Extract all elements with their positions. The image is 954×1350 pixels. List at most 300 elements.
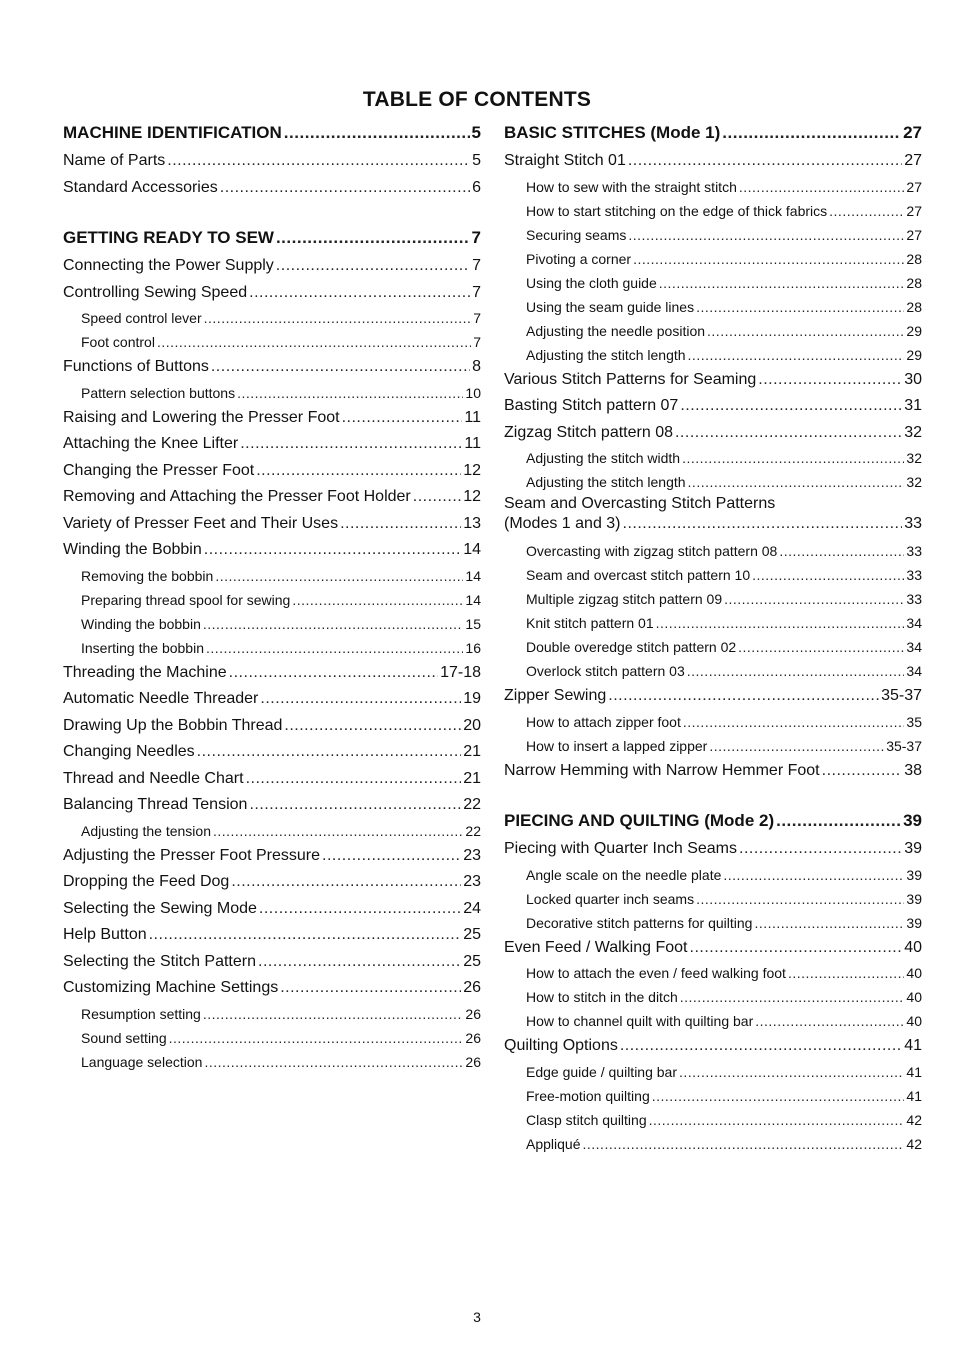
toc-subentry[interactable] <box>63 1002 481 1026</box>
toc-entry-title: Selecting the Stitch Pattern <box>63 952 256 970</box>
toc-subentry[interactable] <box>63 330 481 354</box>
leader-dots <box>169 1026 464 1050</box>
toc-subentry[interactable] <box>504 539 922 563</box>
toc-subentry[interactable] <box>504 343 922 367</box>
toc-entry-page: 25 <box>463 952 481 970</box>
toc-subentry[interactable] <box>504 1108 922 1132</box>
leader-dots <box>754 911 904 935</box>
toc-entry[interactable] <box>504 148 922 175</box>
toc-section-heading[interactable] <box>504 806 922 836</box>
toc-entry-title: Drawing Up the Bobbin Thread <box>63 716 283 734</box>
toc-subentry[interactable] <box>504 295 922 319</box>
leader-dots <box>229 660 438 687</box>
toc-subentry[interactable] <box>504 271 922 295</box>
toc-entry-title: Threading the Machine <box>63 663 227 681</box>
toc-entry-title: How to stitch in the ditch <box>526 989 678 1005</box>
toc-entry-page: 20 <box>463 716 481 734</box>
toc-entry-title: BASIC STITCHES (Mode 1) <box>504 123 721 142</box>
leader-dots <box>682 446 904 470</box>
toc-entry-title: Winding the bobbin <box>81 615 201 632</box>
toc-entry-page: 40 <box>906 1013 922 1029</box>
toc-entry-title: Selecting the Sewing Mode <box>63 899 257 917</box>
toc-entry-title: How to insert a lapped zipper <box>526 737 708 754</box>
toc-entry[interactable] <box>63 511 481 538</box>
toc-entry[interactable] <box>63 431 481 458</box>
leader-dots <box>608 683 879 710</box>
toc-entry-page: 22 <box>463 796 481 813</box>
section-gap <box>63 201 481 223</box>
leader-dots <box>696 887 904 911</box>
toc-subentry[interactable] <box>504 985 922 1009</box>
leader-dots <box>788 961 904 985</box>
leader-dots <box>628 148 902 175</box>
toc-entry[interactable] <box>63 739 481 766</box>
toc-entry-page: 29 <box>906 322 922 339</box>
toc-subentry[interactable] <box>504 1060 922 1084</box>
toc-entry-page: 33 <box>904 515 922 532</box>
toc-entry-page: 13 <box>463 514 481 532</box>
toc-entry-page: 27 <box>906 202 922 219</box>
toc-subentry[interactable] <box>504 961 922 985</box>
leader-dots <box>758 367 902 394</box>
toc-entry-page: 7 <box>472 283 481 301</box>
leader-dots <box>620 1033 902 1060</box>
toc-entry-title: How to attach the even / feed walking foot <box>526 965 786 981</box>
toc-entry-page: 21 <box>463 769 481 787</box>
toc-entry-title: How to attach zipper foot <box>526 713 681 730</box>
leader-dots <box>724 587 904 611</box>
toc-entry-title: Removing the bobbin <box>81 567 214 584</box>
leader-dots <box>649 1108 905 1132</box>
leader-dots <box>149 922 462 949</box>
toc-entry-title: Preparing thread spool for sewing <box>81 591 291 608</box>
toc-subentry[interactable] <box>63 1050 481 1074</box>
leader-dots <box>680 985 905 1009</box>
toc-entry[interactable] <box>63 458 481 485</box>
toc-entry-title: Knit stitch pattern 01 <box>526 615 654 631</box>
toc-entry-title: (Modes 1 and 3) <box>504 515 621 532</box>
toc-entry-title: Adjusting the tension <box>81 822 211 839</box>
leader-dots <box>675 420 902 447</box>
toc-entry-page: 28 <box>906 298 922 315</box>
toc-subentry[interactable] <box>504 1084 922 1108</box>
toc-entry-title: Balancing Thread Tension <box>63 796 248 813</box>
toc-entry-title: Standard Accessories <box>63 178 218 196</box>
toc-entry-title: Adjusting the Presser Foot Pressure <box>63 846 321 864</box>
toc-subentry[interactable] <box>63 381 481 405</box>
toc-entry-title: Using the cloth guide <box>526 274 657 291</box>
toc-entry[interactable] <box>63 354 481 381</box>
toc-entry-page: 23 <box>463 873 481 890</box>
toc-entry-title: Double overedge stitch pattern 02 <box>526 639 737 655</box>
leader-dots <box>707 319 904 343</box>
leader-dots <box>680 393 902 420</box>
leader-dots <box>683 710 905 734</box>
toc-entry-page: 14 <box>465 567 481 584</box>
leader-dots <box>755 1009 904 1033</box>
toc-entry-title: Narrow Hemming with Narrow Hemmer Foot <box>504 761 820 779</box>
toc-subentry[interactable] <box>63 819 481 843</box>
toc-entry-page: 39 <box>906 866 922 883</box>
toc-entry-page: 35 <box>906 713 922 730</box>
section-gap <box>504 784 922 806</box>
leader-dots <box>690 935 903 962</box>
toc-entry-title: Connecting the Power Supply <box>63 257 274 274</box>
toc-entry[interactable] <box>63 869 481 896</box>
toc-entry[interactable] <box>63 922 481 949</box>
toc-subentry[interactable] <box>63 612 481 636</box>
leader-dots <box>633 247 904 271</box>
toc-left-column <box>63 118 481 1074</box>
leader-dots <box>259 896 461 923</box>
toc-entry-title: Pivoting a corner <box>526 250 632 267</box>
toc-entry-title: Appliqué <box>526 1135 581 1152</box>
toc-entry-title: Edge guide / quilting bar <box>526 1063 677 1080</box>
toc-entry[interactable] <box>504 367 922 394</box>
toc-entry-page: 21 <box>463 743 481 760</box>
toc-entry-page: 7 <box>473 334 481 350</box>
toc-entry-page: 42 <box>906 1111 922 1128</box>
toc-entry-page: 11 <box>464 408 481 426</box>
toc-entry-page: 7 <box>471 228 481 247</box>
toc-section-heading[interactable] <box>63 118 481 148</box>
leader-dots <box>696 295 904 319</box>
toc-entry-page: 26 <box>465 1005 481 1022</box>
toc-subentry[interactable] <box>63 564 481 588</box>
toc-subentry[interactable] <box>504 863 922 887</box>
toc-entry[interactable] <box>504 836 922 863</box>
leader-dots <box>340 511 461 538</box>
toc-entry-page: 31 <box>904 397 922 414</box>
toc-entry-title: Zigzag Stitch pattern 08 <box>504 423 673 441</box>
toc-entry-page: 23 <box>463 846 481 864</box>
toc-entry-page: 26 <box>465 1029 481 1046</box>
toc-entry-page: 39 <box>903 811 922 830</box>
leader-dots <box>260 686 461 713</box>
toc-entry-page: 33 <box>906 543 922 559</box>
toc-entry-page: 40 <box>906 965 922 981</box>
toc-entry-title: Language selection <box>81 1053 203 1070</box>
leader-dots <box>231 869 461 896</box>
toc-entry-page: 5 <box>472 152 481 169</box>
toc-entry-page: 32 <box>906 450 922 466</box>
toc-entry-title: Controlling Sewing Speed <box>63 283 248 301</box>
leader-dots <box>656 611 905 635</box>
leader-dots <box>583 1132 905 1156</box>
toc-subentry[interactable] <box>504 659 922 683</box>
leader-dots <box>204 306 472 330</box>
toc-entry-title: Seam and overcast stitch pattern 10 <box>526 567 751 583</box>
toc-entry-page: 22 <box>465 822 481 839</box>
toc-entry-title: Changing the Presser Foot <box>63 461 255 479</box>
toc-entry-title: GETTING READY TO SEW <box>63 228 274 247</box>
toc-entry-title: Automatic Needle Threader <box>63 690 259 707</box>
leader-dots <box>167 148 470 175</box>
toc-entry-page: 15 <box>465 615 481 632</box>
toc-subentry[interactable] <box>504 1009 922 1033</box>
toc-entry-title: Help Button <box>63 926 147 943</box>
toc-entry-title: Decorative stitch patterns for quilting <box>526 914 753 931</box>
toc-entry[interactable] <box>504 494 922 539</box>
toc-entry[interactable] <box>63 660 481 687</box>
toc-entry-title: Various Stitch Patterns for Seaming <box>504 370 757 388</box>
toc-entry-page: 42 <box>906 1135 922 1152</box>
leader-dots <box>203 1002 464 1026</box>
toc-entry[interactable] <box>63 896 481 923</box>
toc-entry-page: 8 <box>472 358 481 375</box>
leader-dots <box>206 636 463 660</box>
toc-subentry[interactable] <box>504 710 922 734</box>
toc-entry-page: 41 <box>906 1063 922 1080</box>
toc-entry-title: PIECING AND QUILTING (Mode 2) <box>504 811 775 830</box>
toc-entry[interactable] <box>63 766 481 793</box>
leader-dots <box>258 949 461 976</box>
leader-dots <box>284 713 461 740</box>
toc-entry[interactable] <box>63 175 481 202</box>
toc-subentry[interactable] <box>504 223 922 247</box>
leader-dots <box>739 175 905 199</box>
toc-entry-title: Locked quarter inch seams <box>526 890 695 907</box>
toc-entry-page: 27 <box>903 123 922 142</box>
toc-entry-title: Quilting Options <box>504 1037 618 1054</box>
leader-dots <box>659 271 905 295</box>
toc-subentry[interactable] <box>63 636 481 660</box>
toc-entry-title: Adjusting the stitch length <box>526 474 686 490</box>
leader-dots <box>240 431 462 458</box>
toc-subentry[interactable] <box>504 611 922 635</box>
toc-entry-page: 34 <box>906 663 922 679</box>
toc-entry-page: 14 <box>465 591 481 608</box>
leader-dots <box>779 539 904 563</box>
toc-subentry[interactable] <box>504 175 922 199</box>
leader-dots <box>215 564 463 588</box>
toc-entry-title-line1: Seam and Overcasting Stitch Patterns <box>504 495 776 512</box>
toc-entry-title: Overcasting with zigzag stitch pattern 08 <box>526 543 778 559</box>
leader-dots <box>284 118 470 148</box>
toc-entry-title: How to start stitching on the edge of thick fabrics <box>526 202 828 219</box>
toc-entry-title: Speed control lever <box>81 310 202 326</box>
leader-dots <box>413 484 461 511</box>
toc-subentry[interactable] <box>504 887 922 911</box>
toc-entry-title: Pattern selection buttons <box>81 384 236 401</box>
toc-subentry[interactable] <box>63 1026 481 1050</box>
toc-entry-page: 35-37 <box>886 737 922 754</box>
toc-entry[interactable] <box>504 420 922 447</box>
toc-entry-title: Using the seam guide lines <box>526 298 695 315</box>
toc-subentry[interactable] <box>63 306 481 330</box>
toc-entry-title: Adjusting the stitch length <box>526 346 686 363</box>
toc-subentry[interactable] <box>504 587 922 611</box>
toc-entry-title: Resumption setting <box>81 1005 201 1022</box>
toc-entry-title: Attaching the Knee Lifter <box>63 435 239 452</box>
toc-entry-page: 40 <box>906 989 922 1005</box>
leader-dots <box>213 819 463 843</box>
toc-entry-page: 38 <box>904 761 922 779</box>
toc-entry-page: 10 <box>465 384 481 401</box>
toc-entry-title: Clasp stitch quilting <box>526 1111 647 1128</box>
toc-entry-page: 33 <box>906 591 922 607</box>
toc-subentry[interactable] <box>504 319 922 343</box>
leader-dots <box>204 1050 463 1074</box>
toc-subentry[interactable] <box>504 1132 922 1156</box>
leader-dots <box>623 514 903 533</box>
toc-entry-title: Zipper Sewing <box>504 687 607 704</box>
leader-dots <box>687 659 905 683</box>
toc-entry-page: 34 <box>906 639 922 655</box>
toc-entry-page: 25 <box>463 926 481 943</box>
toc-entry-page: 7 <box>472 257 481 274</box>
toc-subentry[interactable] <box>504 446 922 470</box>
toc-entry-title: Customizing Machine Settings <box>63 979 279 996</box>
toc-entry[interactable] <box>504 393 922 420</box>
leader-dots <box>211 354 470 381</box>
toc-entry[interactable] <box>63 148 481 175</box>
toc-entry[interactable] <box>63 537 481 564</box>
leader-dots <box>628 223 904 247</box>
toc-entry-page: 39 <box>904 840 922 857</box>
toc-entry-title: Removing and Attaching the Presser Foot Holder <box>63 488 411 505</box>
toc-entry-page: 17-18 <box>440 663 481 681</box>
toc-entry-page: 11 <box>464 435 481 452</box>
toc-entry[interactable] <box>63 843 481 870</box>
toc-entry[interactable] <box>63 713 481 740</box>
toc-entry-title: Changing Needles <box>63 743 195 760</box>
toc-entry-title: Free-motion quilting <box>526 1087 650 1104</box>
toc-entry-page: 6 <box>472 178 481 196</box>
toc-entry[interactable] <box>504 935 922 962</box>
toc-entry[interactable] <box>504 758 922 785</box>
leader-dots <box>688 343 905 367</box>
leader-dots <box>249 280 470 307</box>
toc-subentry[interactable] <box>504 470 922 494</box>
toc-entry-page: 39 <box>906 890 922 907</box>
leader-dots <box>246 766 462 793</box>
toc-entry-page: 24 <box>463 899 481 917</box>
toc-entry-title: Variety of Presser Feet and Their Uses <box>63 514 339 532</box>
toc-entry[interactable] <box>63 405 481 432</box>
toc-entry-page: 7 <box>473 310 481 326</box>
toc-entry-page: 32 <box>904 423 922 441</box>
toc-entry-page: 12 <box>463 488 481 505</box>
toc-entry[interactable] <box>504 1033 922 1060</box>
leader-dots <box>220 175 470 202</box>
leader-dots <box>249 792 461 819</box>
toc-entry-title: Even Feed / Walking Foot <box>504 938 688 956</box>
toc-entry-page: 27 <box>906 178 922 195</box>
toc-entry-page: 30 <box>904 370 922 388</box>
toc-entry-page: 26 <box>463 979 481 996</box>
toc-subentry[interactable] <box>63 588 481 612</box>
leader-dots <box>722 118 901 148</box>
toc-entry-title: Sound setting <box>81 1029 167 1046</box>
toc-entry-title: Thread and Needle Chart <box>63 769 244 787</box>
toc-entry-page: 35-37 <box>881 687 922 704</box>
page-number: 3 <box>473 1309 481 1325</box>
leader-dots <box>342 405 463 432</box>
leader-dots <box>322 843 461 870</box>
leader-dots <box>652 1084 905 1108</box>
leader-dots <box>679 1060 904 1084</box>
toc-entry-title: Piecing with Quarter Inch Seams <box>504 840 737 857</box>
toc-entry[interactable] <box>63 792 481 819</box>
toc-subentry[interactable] <box>504 635 922 659</box>
leader-dots <box>276 223 470 253</box>
toc-entry-page: 33 <box>906 567 922 583</box>
toc-entry-title: MACHINE IDENTIFICATION <box>63 123 282 142</box>
leader-dots <box>739 836 902 863</box>
toc-entry-title: Multiple zigzag stitch pattern 09 <box>526 591 723 607</box>
toc-entry-page: 28 <box>906 250 922 267</box>
toc-entry-page: 41 <box>904 1037 922 1054</box>
toc-entry[interactable] <box>63 975 481 1002</box>
toc-entry-title: Foot control <box>81 334 155 350</box>
leader-dots <box>256 458 461 485</box>
toc-entry-title: Raising and Lowering the Presser Foot <box>63 408 340 426</box>
toc-entry-page: 41 <box>906 1087 922 1104</box>
toc-entry-page: 5 <box>471 123 481 142</box>
toc-entry[interactable] <box>63 484 481 511</box>
leader-dots <box>157 330 471 354</box>
toc-entry-page: 29 <box>906 346 922 363</box>
toc-entry[interactable] <box>504 683 922 710</box>
leader-dots <box>197 739 462 766</box>
toc-entry-page: 14 <box>463 541 481 558</box>
leader-dots <box>204 537 461 564</box>
toc-subentry[interactable] <box>504 911 922 935</box>
toc-subentry[interactable] <box>504 247 922 271</box>
toc-entry[interactable] <box>63 686 481 713</box>
toc-subentry[interactable] <box>504 199 922 223</box>
toc-section-heading[interactable] <box>63 223 481 253</box>
leader-dots <box>776 806 901 836</box>
toc-entry-title: Name of Parts <box>63 152 166 169</box>
toc-entry-title: Adjusting the stitch width <box>526 450 681 466</box>
toc-entry-page: 19 <box>463 690 481 707</box>
toc-entry-title: Basting Stitch pattern 07 <box>504 397 679 414</box>
toc-entry-title: Winding the Bobbin <box>63 541 202 558</box>
toc-entry-title: How to sew with the straight stitch <box>526 178 737 195</box>
leader-dots <box>292 588 463 612</box>
toc-entry[interactable] <box>63 253 481 280</box>
toc-entry-page: 27 <box>904 152 922 169</box>
leader-dots <box>688 470 905 494</box>
leader-dots <box>203 612 464 636</box>
leader-dots <box>723 863 904 887</box>
toc-entry-page: 34 <box>906 615 922 631</box>
toc-entry-title: Securing seams <box>526 226 627 243</box>
toc-subentry[interactable] <box>504 563 922 587</box>
toc-entry-title: Overlock stitch pattern 03 <box>526 663 685 679</box>
toc-entry-page: 27 <box>906 226 922 243</box>
leader-dots <box>280 975 461 1002</box>
page-title: TABLE OF CONTENTS <box>362 88 592 111</box>
toc-entry-page: 40 <box>904 938 922 956</box>
toc-entry-page: 16 <box>465 639 481 656</box>
toc-entry-page: 39 <box>906 914 922 931</box>
toc-section-heading[interactable] <box>504 118 922 148</box>
toc-entry[interactable] <box>63 949 481 976</box>
leader-dots <box>829 199 904 223</box>
toc-entry-title: Angle scale on the needle plate <box>526 866 722 883</box>
toc-subentry[interactable] <box>504 734 922 758</box>
leader-dots <box>752 563 904 587</box>
toc-entry-page: 28 <box>906 274 922 291</box>
leader-dots <box>237 381 463 405</box>
toc-right-column <box>504 118 922 1156</box>
toc-entry-page: 12 <box>463 461 481 479</box>
toc-entry-title: Straight Stitch 01 <box>504 152 626 169</box>
toc-entry[interactable] <box>63 280 481 307</box>
